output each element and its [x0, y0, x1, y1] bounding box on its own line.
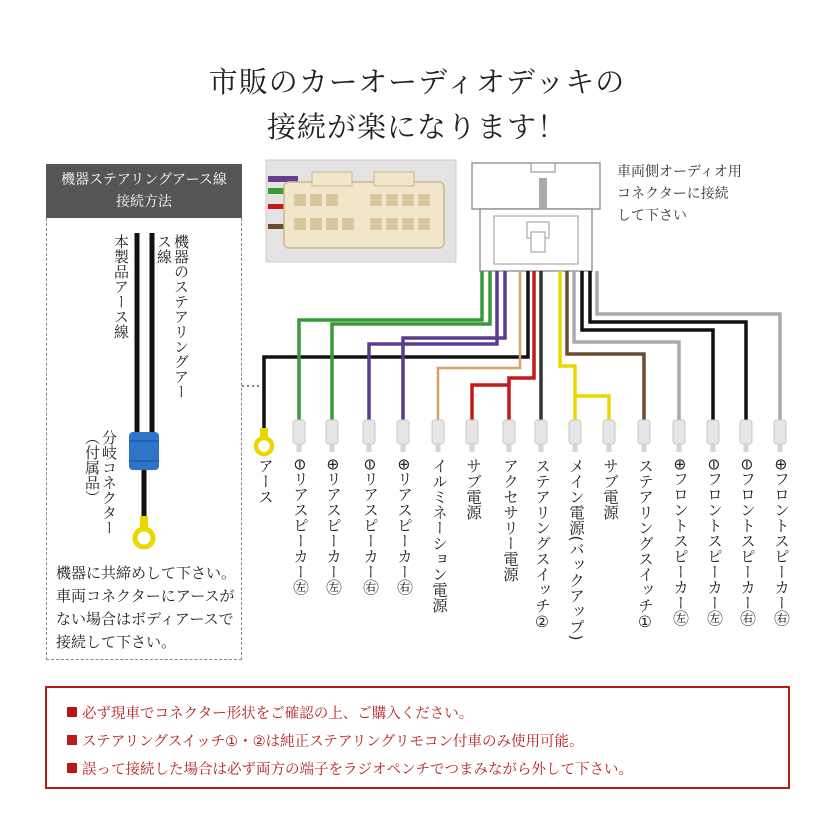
headline-line1: 市販のカーオーディオデッキの [208, 65, 626, 99]
pin-terminal-tip [711, 444, 716, 452]
red-square-icon [67, 735, 77, 745]
wire-label-rear-right-plus: ⊕リアスピーカー㊨ [395, 458, 413, 595]
pin-terminal-tip [507, 444, 512, 452]
pin-terminal-tip [744, 444, 749, 452]
pin-terminal [466, 420, 478, 444]
pin-terminal-tip [436, 444, 441, 452]
pin-terminal [707, 420, 719, 444]
wire-label-steering-1: ステアリングスイッチ① [636, 458, 654, 631]
warning-text: 誤って接続した場合は必ず両方の端子をラジオペンチでつまみながら外して下さい。 [82, 762, 633, 778]
ground-ring-terminal [135, 529, 153, 547]
ground-ring-terminal [256, 438, 272, 454]
wire-front-right-plus [597, 271, 780, 420]
pin-terminal-tip [607, 444, 612, 452]
ground-panel-title-line2: 接続方法 [116, 194, 172, 210]
product-ground-label: 本製品アース線 [112, 234, 130, 339]
ground-panel-note: 機器に共締めして下さい。車両コネクターにアースがない場合はボディアースで接続して下さい。 [56, 564, 237, 651]
pin-terminal [397, 420, 409, 444]
connector-instruction [617, 161, 742, 227]
ground-panel-title-line1: 機器ステアリングアース線 [61, 172, 227, 188]
wire-rear-right-minus [369, 271, 497, 420]
warning-item [67, 758, 633, 779]
wire-label-steering-2: ステアリングスイッチ② [533, 458, 551, 631]
splitter-connector [129, 432, 159, 470]
pin-terminal [569, 420, 581, 444]
connector-photo [266, 160, 456, 262]
warning-text: 必ず現車でコネクター形状をご確認の上、ご購入ください。 [82, 706, 474, 722]
pin-terminal-tip [330, 444, 335, 452]
splitter-label: 分岐コネクター（付属品） [83, 430, 118, 535]
wire-sub-power-yellow [575, 396, 609, 420]
red-square-icon [67, 707, 77, 717]
pin-terminal [503, 420, 515, 444]
wire-label-ground: アース [256, 458, 274, 505]
pin-terminal [638, 420, 650, 444]
pin-terminal-tip [367, 444, 372, 452]
pin-terminal-tip [677, 444, 682, 452]
wire-sub-power-red [472, 385, 509, 420]
warning-item [67, 702, 473, 723]
pin-terminal [535, 420, 547, 444]
wire-label-accessory: アクセサリー電源 [501, 458, 519, 582]
wire-label-rear-right-minus: ⊖リアスピーカー㊨ [361, 458, 379, 595]
warning-item [67, 730, 583, 751]
pin-terminal [673, 420, 685, 444]
warning-box [45, 686, 790, 789]
wire-harness [264, 271, 780, 432]
headline-line2: 接続が楽になります！ [266, 110, 567, 144]
wire-accessory [509, 271, 534, 420]
connector-drawing [472, 163, 600, 271]
wire-label-front-right-minus: ⊖フロントスピーカー㊨ [738, 458, 756, 626]
connector-instruction-line2: コネクターに接続 [617, 186, 729, 202]
wire-label-illumination: イルミネーション電源 [430, 458, 448, 613]
pin-terminal [603, 420, 615, 444]
pin-terminal [363, 420, 375, 444]
wire-label-main-power: メイン電源(バックアップ) [567, 458, 585, 641]
wire-label-rear-left-minus: ⊖リアスピーカー㊧ [291, 458, 309, 595]
wire-label-rear-left-plus: ⊕リアスピーカー㊧ [324, 458, 342, 595]
pin-terminal [326, 420, 338, 444]
wire-label-front-right-plus: ⊕フロントスピーカー㊨ [772, 458, 790, 626]
pin-terminal-tip [470, 444, 475, 452]
red-square-icon [67, 763, 77, 773]
pin-terminal [432, 420, 444, 444]
pin-terminal-tip [297, 444, 302, 452]
wire-label-front-left-minus: ⊖フロントスピーカー㊧ [705, 458, 723, 626]
pin-terminal-tip [573, 444, 578, 452]
pin-terminal-tip [539, 444, 544, 452]
wire-front-right-minus [590, 271, 746, 420]
pin-terminal-tip [642, 444, 647, 452]
pin-terminal [740, 420, 752, 444]
pin-terminal-tip [778, 444, 783, 452]
connector-instruction-line3: して下さい [617, 208, 687, 224]
device-ground-label: 機器のステアリングアース線 [155, 234, 190, 399]
pin-terminal-tip [401, 444, 406, 452]
pin-terminal [293, 420, 305, 444]
wire-label-sub-power-yellow: サブ電源 [601, 458, 619, 520]
pin-terminal [774, 420, 786, 444]
wire-label-sub-power-red: サブ電源 [464, 458, 482, 520]
connector-instruction-line1: 車両側オーディオ用 [617, 164, 742, 180]
terminal-row [256, 420, 786, 454]
wire-label-front-left-plus: ⊕フロントスピーカー㊧ [671, 458, 689, 626]
warning-text: ステアリングスイッチ①・②は純正ステアリングリモコン付車のみ使用可能。 [82, 734, 584, 750]
